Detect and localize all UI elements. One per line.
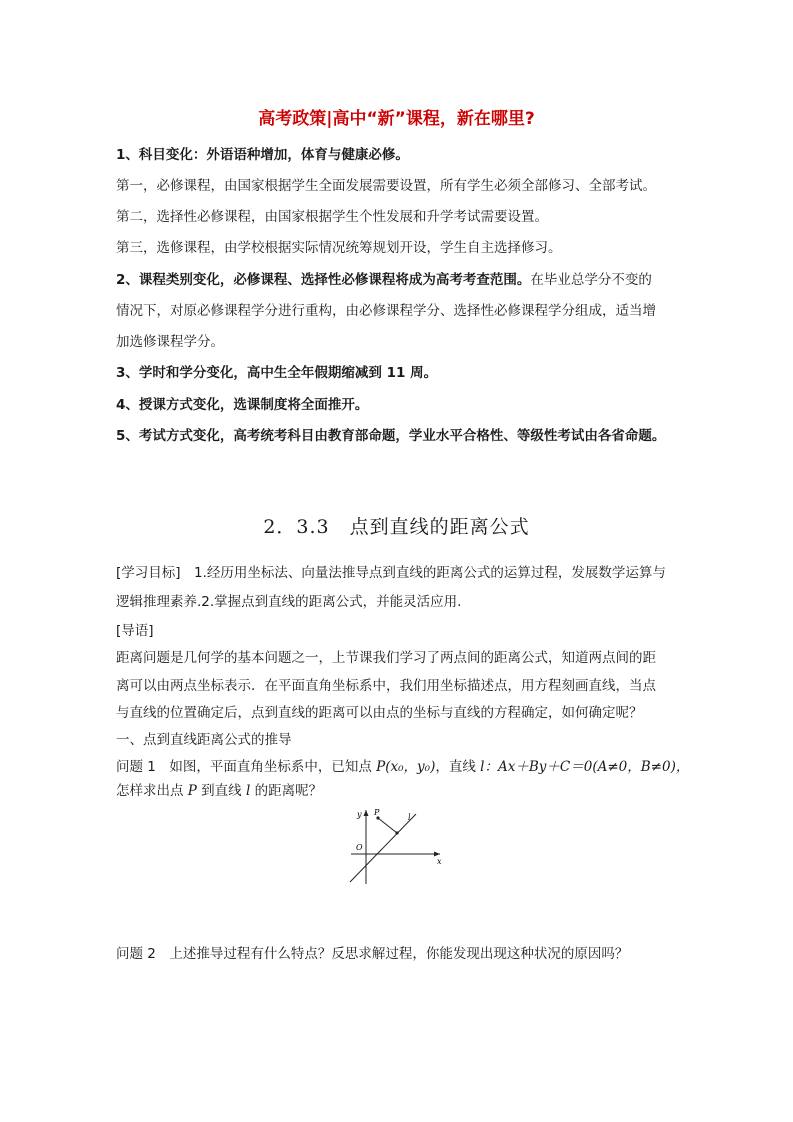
- banner-point-1c: 第三，选修课程，由学校根据实际情况统筹规划开设，学生自主选择修习。: [116, 240, 562, 256]
- banner-point-2-rest: 在毕业总学分不变的: [530, 272, 652, 288]
- learning-goal-line1: [学习目标] 1.经历用坐标法、向量法推导点到直线的距离公式的运算过程，发展数学运算与: [116, 565, 666, 581]
- foot-point: [395, 831, 398, 834]
- intro-label: [导语]: [116, 623, 154, 639]
- banner-point-4: 4、授课方式变化，选课制度将全面推开。: [116, 397, 369, 413]
- banner-point-2-bold: 2、课程类别变化，必修课程、选择性必修课程将成为高考考查范围。: [116, 272, 531, 288]
- banner-point-2-line3: 加选修课程学分。: [116, 334, 224, 350]
- q1-l2-b: 到直线: [196, 783, 246, 799]
- heading-derivation: 一、点到直线距离公式的推导: [116, 732, 292, 748]
- q1-line-l: l: [480, 759, 485, 775]
- label-x: x: [437, 857, 442, 866]
- q1-l2-line-l: l: [245, 783, 251, 799]
- intro-line2: 离可以由两点坐标表示．在平面直角坐标系中，我们用坐标描述点，用方程刻画直线，当点: [116, 678, 656, 694]
- banner-point-5: 5、考试方式变化，高考统考科目由教育部命题，学业水平合格性、等级性考试由各省命题。: [116, 428, 666, 444]
- learning-goal-line2: 逻辑推理素养.2.掌握点到直线的距离公式，并能灵活应用.: [116, 594, 462, 610]
- question-1-line1: [116, 757, 689, 777]
- label-l: l: [408, 813, 411, 822]
- banner-point-1a: 第一，必修课程，由国家根据学生全面发展需要设置，所有学生必须全部修习、全部考试。: [116, 178, 656, 194]
- q1-coords: (x₀，y₀): [385, 759, 436, 775]
- banner-point-2-line2: 情况下，对原必修课程学分进行重构，由必修课程学分、选择性必修课程学分组成，适当增: [116, 303, 656, 319]
- coordinate-figure: [346, 806, 446, 888]
- q1-prefix: 问题 1 如图，平面直角坐标系中，已知点: [116, 759, 377, 775]
- label-origin: O: [356, 843, 363, 852]
- q1-equation: ：Ax＋By＋C＝0(A≠0，B≠0)，: [484, 759, 690, 775]
- question-2: 问题 2 上述推导过程有什么特点？反思求解过程，你能发现出现这种状况的原因吗？: [116, 946, 629, 962]
- x-axis-arrow: [434, 852, 440, 857]
- label-y: y: [357, 810, 362, 819]
- intro-line3: 与直线的位置确定后，点到直线的距离可以由点的坐标与直线的方程确定，如何确定呢？: [116, 705, 643, 721]
- q1-l2-c: 的距离呢？: [250, 783, 323, 799]
- banner-title: 高考政策|高中“新”课程，新在哪里?: [258, 109, 535, 129]
- banner-point-2: [116, 270, 652, 290]
- perpendicular-segment: [378, 818, 397, 833]
- banner-point-1b: 第二，选择性必修课程，由国家根据学生个性发展和升学考试需要设置。: [116, 209, 548, 225]
- intro-line1: 距离问题是几何学的基本问题之一，上节课我们学习了两点间的距离公式，知道两点间的距: [116, 650, 656, 666]
- q1-mid: ，直线: [435, 759, 481, 775]
- banner-point-3: 3、学时和学分变化，高中生全年假期缩减到 11 周。: [116, 365, 438, 381]
- y-axis-arrow: [364, 810, 369, 816]
- q1-l2-a: 怎样求出点: [116, 783, 188, 799]
- section-title: 2．3.3 点到直线的距离公式: [263, 516, 530, 538]
- q1-point-p: P: [376, 759, 386, 775]
- q1-l2-point-p: P: [187, 783, 197, 799]
- question-1-line2: [116, 781, 322, 801]
- banner-point-1: 1、科目变化：外语语种增加，体育与健康必修。: [116, 147, 409, 163]
- label-p: P: [374, 808, 380, 817]
